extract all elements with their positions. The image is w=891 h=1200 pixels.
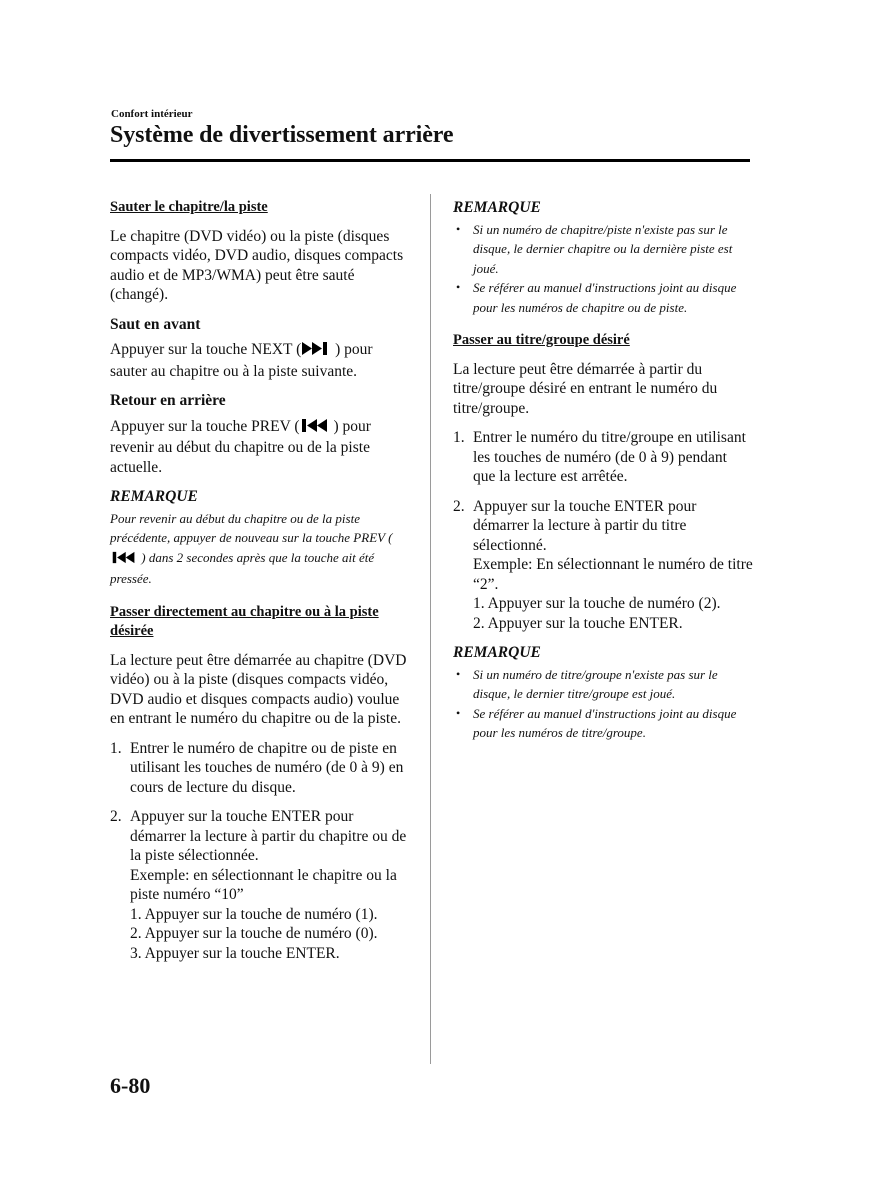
step-example: Exemple: En sélectionnant le numéro de titre “2”. bbox=[473, 556, 753, 593]
bullet: • bbox=[456, 221, 461, 236]
step-item bbox=[453, 497, 753, 634]
back-heading: Retour en arrière bbox=[110, 392, 226, 409]
remark-item-text: Si un numéro de titre/groupe n'existe pas sur le disque, le dernier titre/groupe est joué. bbox=[473, 666, 718, 701]
step-substep: 2. Appuyer sur la touche de numéro (0). bbox=[130, 925, 378, 942]
page-title: Système de divertissement arrière bbox=[110, 122, 454, 148]
back-text bbox=[110, 417, 410, 478]
step-item bbox=[110, 807, 410, 963]
remark-list bbox=[453, 665, 753, 743]
title-rule bbox=[110, 159, 750, 162]
next-track-icon bbox=[301, 341, 331, 362]
previous-track-icon bbox=[300, 418, 330, 439]
step-example: Exemple: en sélectionnant le chapitre ou la piste numéro “10” bbox=[130, 866, 397, 903]
step-substep: 1. Appuyer sur la touche de numéro (2). bbox=[473, 595, 721, 612]
remark-text-end: ) dans 2 secondes après que la touche ait été pressée. bbox=[110, 549, 375, 586]
step-substep: 3. Appuyer sur la touche ENTER. bbox=[130, 944, 340, 962]
bullet: • bbox=[456, 280, 461, 294]
step-number: 1. bbox=[453, 429, 465, 446]
remark-text bbox=[110, 509, 410, 589]
forward-text-end: ) pour sauter au chapitre ou à la piste suivante. bbox=[110, 341, 373, 380]
remark-item bbox=[453, 220, 753, 279]
page-number: 6-80 bbox=[110, 1073, 151, 1098]
skip-heading: Sauter le chapitre/la piste bbox=[110, 199, 268, 215]
title-group-intro: La lecture peut être démarrée à partir du titre/groupe désiré en entrant le numéro du titre/groupe. bbox=[453, 360, 718, 417]
step-number: 2. bbox=[453, 497, 465, 515]
skip-intro: Le chapitre (DVD vidéo) ou la piste (disques compacts vidéo, DVD audio, disques compacts audio et de MP3/WMA) peut être sauté (changé). bbox=[110, 227, 404, 303]
right-steps bbox=[453, 428, 753, 633]
step-item bbox=[110, 739, 410, 798]
previous-track-icon bbox=[110, 550, 138, 570]
remark-item-text: Si un numéro de chapitre/piste n'existe pas sur le disque, le dernier chapitre ou la dernière piste est joué. bbox=[473, 221, 733, 276]
forward-text-start: Appuyer sur la touche NEXT ( bbox=[110, 341, 302, 358]
step-number: 2. bbox=[110, 808, 122, 825]
step-text: Appuyer sur la touche ENTER pour démarrer la lecture à partir du titre sélectionné. bbox=[473, 497, 697, 554]
remark-title: REMARQUE bbox=[453, 644, 541, 661]
left-column bbox=[110, 198, 410, 973]
direct-intro: La lecture peut être démarrée au chapitre (DVD vidéo) ou à la piste (disques compacts vidéo, DVD audio et disques compacts audio) voulue en entrant le numéro du chapitre ou de la piste. bbox=[110, 651, 407, 727]
remark-item-text: Se référer au manuel d'instructions joint au disque pour les numéros de titre/groupe. bbox=[473, 705, 737, 740]
direct-heading: Passer directement au chapitre ou à la piste désirée bbox=[110, 603, 379, 639]
step-substep: 2. Appuyer sur la touche ENTER. bbox=[473, 614, 683, 632]
step-text: Appuyer sur la touche ENTER pour démarrer la lecture à partir du chapitre ou de la piste sélectionnée. bbox=[130, 808, 407, 864]
section-label: Confort intérieur bbox=[111, 108, 193, 120]
remark-text-start: Pour revenir au début du chapitre ou de la piste précédente, appuyer de nouveau sur la touche PREV ( bbox=[110, 510, 393, 545]
title-group-heading: Passer au titre/groupe désiré bbox=[453, 332, 630, 348]
remark-item bbox=[453, 278, 753, 317]
right-column bbox=[453, 198, 753, 757]
step-number: 1. bbox=[110, 739, 122, 757]
step-substep: 1. Appuyer sur la touche de numéro (1). bbox=[130, 905, 378, 923]
remark-title: REMARQUE bbox=[453, 199, 541, 216]
remark-item bbox=[453, 704, 753, 743]
column-divider bbox=[430, 194, 431, 1064]
step-text: Entrer le numéro de chapitre ou de piste en utilisant les touches de numéro (de 0 à 9) en cours de lecture du disque. bbox=[130, 739, 404, 796]
left-steps bbox=[110, 739, 410, 964]
remark-title: REMARQUE bbox=[110, 488, 198, 505]
step-item bbox=[453, 428, 753, 487]
bullet: • bbox=[456, 705, 461, 720]
remark-item bbox=[453, 665, 753, 704]
forward-heading: Saut en avant bbox=[110, 315, 201, 333]
back-text-start: Appuyer sur la touche PREV ( bbox=[110, 417, 300, 435]
remark-list bbox=[453, 220, 753, 318]
remark-item-text: Se référer au manuel d'instructions joint au disque pour les numéros de chapitre ou de piste. bbox=[473, 280, 737, 315]
bullet: • bbox=[456, 666, 461, 681]
step-text: Entrer le numéro du titre/groupe en utilisant les touches de numéro (de 0 à 9) pendant que la lecture est arrêtée. bbox=[473, 429, 746, 485]
back-text-end: ) pour revenir au début du chapitre ou de la piste actuelle. bbox=[110, 417, 371, 476]
forward-text bbox=[110, 340, 410, 381]
